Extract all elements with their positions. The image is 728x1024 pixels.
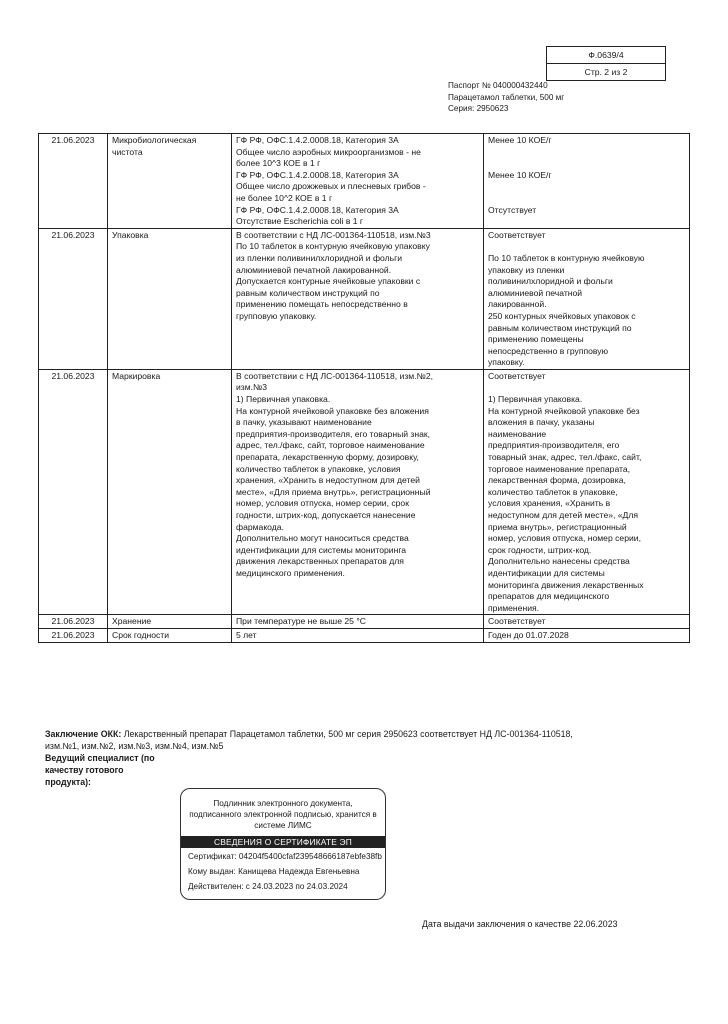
test-requirement-line: адрес, тел./факс, сайт, торговое наименование (236, 440, 425, 451)
test-result-line: препаратов для медицинского (488, 591, 610, 602)
test-result-line: Менее 10 КОЕ/г (488, 135, 552, 145)
test-requirement-line: На контурной ячейковой упаковке без вложения (236, 405, 429, 416)
test-result-line: На контурной ячейковой упаковке без (488, 405, 640, 416)
test-requirement-line: алюминиевой печатной лакированной. (236, 264, 392, 275)
page-info: Стр. 2 из 2 (584, 67, 628, 77)
test-result-line (488, 158, 685, 170)
test-requirement-line: Общее число аэробных микроорганизмов - не (236, 146, 421, 157)
test-result-line (488, 382, 685, 394)
test-parameter (108, 628, 232, 642)
stamp-original-note (181, 798, 385, 831)
test-result-line: По 10 таблеток в контурную ячейковую (488, 252, 645, 263)
test-requirement-line: хранения, «Хранить в недоступном для детей (236, 475, 420, 486)
test-result-line (488, 241, 685, 253)
product-name: Парацетамол таблетки, 500 мг (448, 92, 565, 102)
specialist-line: Ведущий специалист (по (45, 753, 155, 763)
table-row (39, 615, 690, 629)
stamp-line: подписанного электронной подписью, хранится в (189, 810, 377, 819)
test-requirement-line: медицинского применения. (236, 567, 345, 578)
conclusion-text: Лекарственный препарат Парацетамол таблетки, 500 мг серия 2950623 соответствует НД ЛС-001364-110518, (121, 729, 573, 739)
stamp-line: Подлинник электронного документа, (213, 799, 353, 808)
test-result-line: вложения в пачку, указаны (488, 417, 595, 428)
test-result-line: применения. (488, 602, 540, 613)
test-requirement-line: В соответствии с НД ЛС-001364-110518, изм.№3 (236, 229, 431, 240)
stamp-issued-to (181, 865, 385, 878)
test-parameter (108, 228, 232, 369)
test-requirement-line: предприятия-производителя, его товарный знак, (236, 428, 431, 439)
test-requirement (232, 134, 484, 229)
test-requirement (232, 615, 484, 629)
test-parameter-line: чистота (112, 146, 143, 157)
test-date: 21.06.2023 (39, 628, 108, 642)
test-parameter (108, 369, 232, 614)
test-requirement (232, 628, 484, 642)
test-requirement-line: ГФ РФ, ОФС.1.4.2.0008.18, Категория 3А (236, 204, 399, 215)
test-result-line: применению помещены (488, 334, 584, 345)
batch-number: Серия: 2950623 (448, 104, 509, 113)
test-result-line (488, 193, 685, 205)
test-result-line: Менее 10 КОЕ/г (488, 169, 552, 180)
test-requirement-line: годности, штрих-код, допускается нанесение (236, 510, 416, 520)
test-requirement-line: изм.№3 (236, 382, 268, 393)
table-row (39, 228, 690, 369)
test-result-line: Соответствует (488, 616, 546, 627)
test-result-line: приема внутрь», регистрационный (488, 521, 627, 532)
test-result-line: Соответствует (488, 370, 546, 381)
test-result-line: Отсутствует (488, 204, 537, 215)
test-result-line: торговое наименование препарата, (488, 463, 631, 474)
test-result-line: Соответствует (488, 229, 546, 240)
test-requirement-line: Дополнительно могут наноситься средства (236, 533, 409, 544)
test-requirement-line: фармакода. (236, 521, 284, 532)
test-result (484, 228, 690, 369)
stamp-header: СВЕДЕНИЯ О СЕРТИФИКАТЕ ЭП (181, 836, 385, 848)
stamp-certificate (181, 850, 385, 863)
test-requirement-line: препарата, лекарственную форму, дозировку, (236, 452, 419, 463)
test-requirement-line: применению помещать непосредственно в (236, 299, 408, 310)
test-parameter-line: Срок годности (112, 629, 170, 640)
test-requirement-line: не более 10^2 КОЕ в 1 г (236, 192, 333, 203)
test-requirement-line: движения лекарственных препаратов для (236, 556, 404, 567)
issued-to-label: Кому выдан: (188, 867, 236, 876)
test-result-line: равным количеством инструкций по (488, 322, 632, 333)
test-requirement-line: 1) Первичная упаковка. (236, 394, 331, 405)
test-requirement-line: количество таблеток в упаковке, условия (236, 463, 401, 474)
test-result (484, 134, 690, 229)
test-parameter (108, 134, 232, 229)
test-requirement-line: из пленки поливинилхлоридной и фольги (236, 252, 403, 263)
test-result-line: Годен до 01.07.2028 (488, 629, 569, 640)
test-requirement-line: более 10^3 КОЕ в 1 г (236, 158, 321, 169)
issue-date: Дата выдачи заключения о качестве 22.06.2023 (422, 919, 618, 929)
test-result (484, 615, 690, 629)
conclusion-text-2: изм.№1, изм.№2, изм.№3, изм.№4, изм.№5 (45, 740, 224, 751)
test-requirement (232, 228, 484, 369)
issued-to-value: Канищева Надежда Евгеньевна (238, 867, 360, 876)
test-result-line: упаковку из пленки (488, 264, 565, 275)
test-result-line: количество таблеток в упаковке, (488, 486, 618, 497)
test-requirement-line: месте», «Для приема внутрь», регистрационный (236, 486, 431, 497)
test-result-line: лекарственная форма, дозировка, (488, 475, 626, 486)
test-requirement (232, 369, 484, 614)
test-requirement-line: Допускается контурные ячейковые упаковки с (236, 276, 421, 287)
test-result-line: недоступном для детей месте», «Для (488, 510, 639, 520)
test-date: 21.06.2023 (39, 615, 108, 629)
test-result-line: 250 контурных ячейковых упаковок с (488, 310, 636, 321)
form-code: Ф.0639/4 (547, 47, 665, 64)
stamp-line: системе ЛИМС (254, 821, 312, 830)
test-parameter-line: Упаковка (112, 229, 149, 240)
test-result-line: лакированной. (488, 299, 547, 310)
test-requirement-line: ГФ РФ, ОФС.1.4.2.0008.18, Категория 3А (236, 169, 399, 180)
test-requirement-line: идентификации для системы мониторинга (236, 544, 407, 555)
test-result-line (488, 147, 685, 159)
test-parameter-line: Маркировка (112, 370, 161, 381)
test-requirement-line: Общее число дрожжевых и плесневых грибов - (236, 181, 426, 192)
form-code-box (546, 46, 666, 81)
e-signature-stamp (180, 788, 386, 900)
certificate-value: 04204f5400cfaf239548666187ebfe38fb (238, 852, 382, 861)
certificate-label: Сертификат: (188, 852, 237, 861)
table-row (39, 134, 690, 229)
table-row (39, 628, 690, 642)
test-result-line: срок годности, штрих-код. (488, 544, 592, 555)
test-result-line: номер, условия отпуска, номер серии, (488, 533, 641, 544)
test-date: 21.06.2023 (39, 369, 108, 614)
test-requirement-line: При температуре не выше 25 °С (236, 616, 366, 627)
test-date: 21.06.2023 (39, 228, 108, 369)
test-result-line: Дополнительно нанесены средства (488, 556, 630, 567)
test-result-line (488, 181, 685, 193)
test-result-line: поливинилхлоридной и фольги (488, 276, 613, 287)
specialist-label (45, 752, 175, 788)
test-result-line: предприятия-производителя, его (488, 440, 620, 451)
test-requirement-line: Отсутствие Escherichia coli в 1 г (236, 216, 364, 227)
test-parameter (108, 615, 232, 629)
test-result-line: 1) Первичная упаковка. (488, 394, 583, 405)
test-result-line: упаковку. (488, 357, 525, 368)
test-result-line: наименование (488, 428, 547, 439)
test-requirement-line: В соответствии с НД ЛС-001364-110518, изм.№2, (236, 370, 433, 381)
test-parameter-line: Хранение (112, 616, 152, 627)
test-requirement-line: ГФ РФ, ОФС.1.4.2.0008.18, Категория 3А (236, 135, 399, 145)
test-requirement-line: групповую упаковку. (236, 310, 317, 321)
table-row (39, 369, 690, 614)
test-result-line: идентификации для системы (488, 567, 605, 578)
test-result (484, 369, 690, 614)
valid-label: Действителен: (188, 882, 244, 891)
test-date: 21.06.2023 (39, 134, 108, 229)
results-table (38, 133, 690, 643)
stamp-validity (181, 880, 385, 893)
test-requirement-line: номер, условия отпуска, номер серии, срок (236, 498, 409, 509)
test-requirement-line: По 10 таблеток в контурную ячейковую упаковку (236, 241, 430, 252)
test-requirement-line: 5 лет (236, 629, 257, 640)
test-result-line: мониторинга движения лекарственных (488, 579, 644, 590)
test-parameter-line: Микробиологическая (112, 135, 197, 145)
test-result-line (488, 216, 685, 228)
passport-block (448, 80, 564, 115)
test-result-line: условия хранения, «Хранить в (488, 498, 611, 509)
test-result (484, 628, 690, 642)
specialist-line: продукта): (45, 777, 91, 787)
conclusion (45, 729, 645, 752)
specialist-line: качеству готового (45, 765, 124, 775)
test-requirement-line: равным количеством инструкций по (236, 287, 380, 298)
valid-value: с 24.03.2023 по 24.03.2024 (245, 882, 348, 891)
test-requirement-line: в пачку, указывают наименование (236, 417, 372, 428)
test-result-line: непосредственно в групповую (488, 345, 609, 356)
passport-number: Паспорт № 040000432440 (448, 81, 548, 90)
test-result-line: товарный знак, адрес, тел./факс, сайт, (488, 452, 642, 463)
conclusion-label: Заключение ОКК: (45, 729, 122, 739)
test-result-line: алюминиевой печатной (488, 287, 583, 298)
